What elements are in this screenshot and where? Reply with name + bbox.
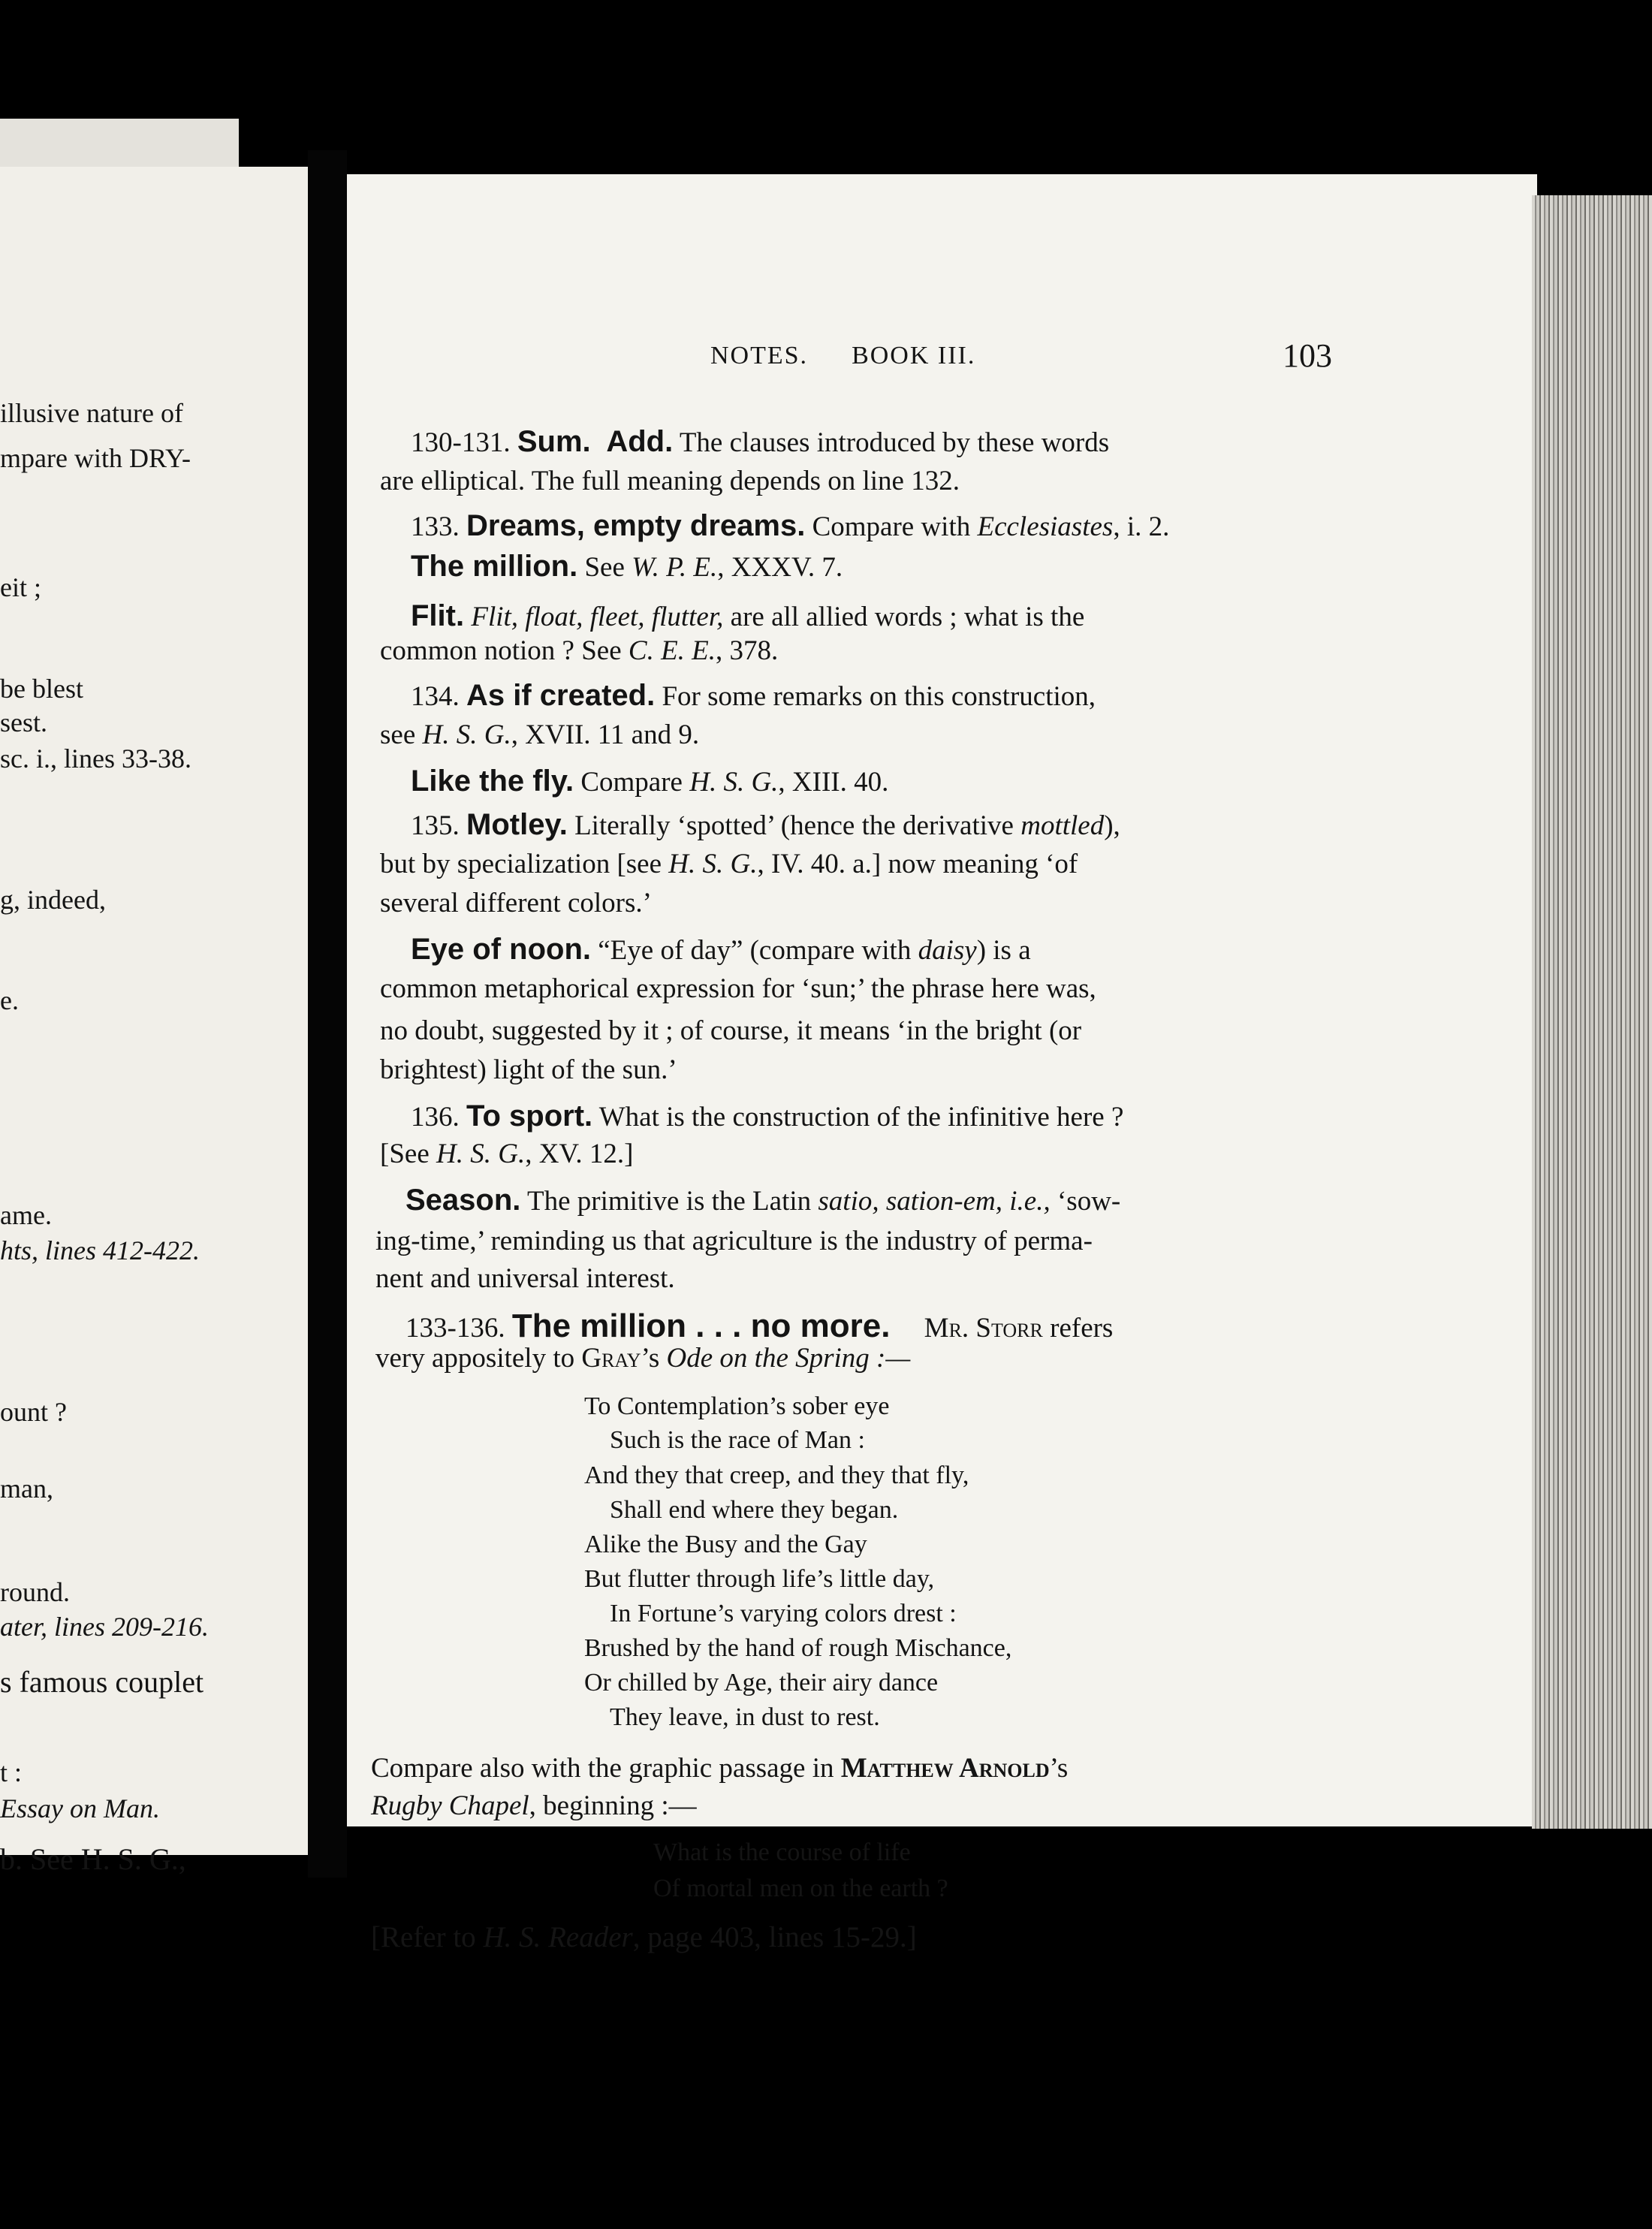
- verse-line: They leave, in dust to rest.: [610, 1703, 880, 1731]
- line-reference: 135.: [411, 810, 460, 841]
- left-line: ame.: [0, 1200, 52, 1230]
- note-line: but by specialization [see H. S. G., IV. 40. a.] now meaning ‘of: [380, 849, 1078, 879]
- left-line: mpare with DRY-: [0, 443, 191, 473]
- note-line: common notion ? See C. E. E., 378.: [380, 635, 779, 666]
- note-line: 130-131. Sum. Add. The clauses introduced by these words: [411, 425, 1110, 458]
- note-line: Like the fly. Compare H. S. G., XIII. 40.: [411, 765, 889, 798]
- left-line: Essay on Man.: [0, 1793, 160, 1823]
- verse-line: Or chilled by Age, their airy dance: [584, 1669, 939, 1697]
- note-line: [Refer to H. S. Reader, page 403, lines 15-29.]: [371, 1921, 917, 1953]
- book-gutter: [308, 150, 347, 1878]
- line-reference: 134.: [411, 681, 460, 712]
- left-line: b. See H. S. G.,: [0, 1842, 186, 1876]
- note-line: Compare also with the graphic passage in Matthew Arnold’s: [371, 1753, 1069, 1784]
- note-line: Season. The primitive is the Latin satio, sation-em, i.e., ‘sow-: [405, 1184, 1121, 1217]
- headword: Flit.: [411, 599, 465, 632]
- line-reference: 133.: [411, 511, 460, 542]
- left-line: sc. i., lines 33-38.: [0, 744, 191, 774]
- left-line: s famous couplet: [0, 1665, 204, 1699]
- note-line: 133. Dreams, empty dreams. Compare with Ecclesiastes, i. 2.: [411, 509, 1170, 542]
- headword: The million.: [411, 550, 578, 583]
- left-line: e.: [0, 985, 19, 1015]
- left-line: g, indeed,: [0, 885, 106, 915]
- note-line: common metaphorical expression for ‘sun;’ the phrase here was,: [380, 973, 1096, 1004]
- note-line: Rugby Chapel, beginning :—: [371, 1790, 697, 1821]
- left-line: round.: [0, 1577, 70, 1607]
- verse-line: Shall end where they began.: [610, 1496, 899, 1524]
- left-line: sest.: [0, 707, 47, 737]
- note-line: Flit. Flit, float, fleet, flutter, are all allied words ; what is the: [411, 599, 1085, 632]
- note-line: are elliptical. The full meaning depends on line 132.: [380, 466, 960, 496]
- running-head: [710, 342, 1019, 370]
- note-line: 136. To sport. What is the construction of the infinitive here ?: [411, 1099, 1124, 1133]
- running-title: BOOK III.: [852, 342, 976, 369]
- left-line: be blest: [0, 674, 83, 704]
- left-line: hts, lines 412-422.: [0, 1235, 200, 1265]
- headword: Dreams, empty dreams.: [466, 509, 806, 542]
- verse-line: What is the course of life: [653, 1838, 911, 1866]
- note-line: Eye of noon. “Eye of day” (compare with daisy) is a: [411, 933, 1031, 966]
- headword: To sport.: [466, 1099, 593, 1133]
- verse-line: To Contemplation’s sober eye: [584, 1392, 890, 1420]
- verse-line: Brushed by the hand of rough Mischance,: [584, 1634, 1012, 1662]
- note-line: very appositely to Gray’s Ode on the Spring :—: [375, 1343, 911, 1374]
- page-number: 103: [1283, 337, 1332, 374]
- headword: The million . . . no more.: [511, 1308, 891, 1344]
- running-title: NOTES.: [710, 342, 809, 369]
- headword: As if created.: [466, 679, 656, 712]
- line-reference: 133-136.: [405, 1313, 505, 1344]
- verse-line: Of mortal men on the earth ?: [653, 1875, 948, 1902]
- headword: Season.: [405, 1184, 521, 1217]
- left-page-edge: [0, 119, 239, 171]
- verse-line: In Fortune’s varying colors drest :: [610, 1600, 957, 1627]
- note-line: see H. S. G., XVII. 11 and 9.: [380, 719, 700, 750]
- verse-line: Such is the race of Man :: [610, 1426, 865, 1454]
- note-line: 133-136. The million . . . no more. Mr. Storr refers: [405, 1308, 1114, 1344]
- left-line: ater, lines 209-216.: [0, 1612, 209, 1642]
- verse-line: Alike the Busy and the Gay: [584, 1531, 867, 1558]
- left-page: [0, 167, 308, 1876]
- verse-line: But flutter through life’s little day,: [584, 1565, 935, 1593]
- left-line: man,: [0, 1473, 53, 1504]
- left-line: t :: [0, 1757, 23, 1787]
- line-reference: 130-131.: [411, 427, 511, 458]
- headword: Like the fly.: [411, 765, 574, 798]
- verse-line: And they that creep, and they that fly,: [584, 1461, 969, 1489]
- note-line: 134. As if created. For some remarks on this construction,: [411, 679, 1096, 712]
- note-line: several different colors.’: [380, 888, 652, 918]
- note-line: 135. Motley. Literally ‘spotted’ (hence the derivative mottled),: [411, 808, 1120, 841]
- headword: Sum. Add.: [517, 425, 674, 458]
- note-line: nent and universal interest.: [375, 1263, 675, 1294]
- left-line: eit ;: [0, 572, 41, 602]
- note-line: [See H. S. G., XV. 12.]: [380, 1139, 634, 1169]
- left-line: ount ?: [0, 1397, 67, 1427]
- page-edges: [1532, 195, 1652, 1829]
- headword: Eye of noon.: [411, 933, 591, 966]
- note-line: brightest) light of the sun.’: [380, 1054, 677, 1085]
- note-line: no doubt, suggested by it ; of course, it means ‘in the bright (or: [380, 1015, 1082, 1046]
- note-line: ing-time,’ reminding us that agriculture is the industry of perma-: [375, 1226, 1093, 1256]
- left-line: illusive nature of: [0, 398, 183, 428]
- note-line: The million. See W. P. E., XXXV. 7.: [411, 550, 843, 583]
- headword: Motley.: [466, 808, 568, 841]
- line-reference: 136.: [411, 1102, 460, 1133]
